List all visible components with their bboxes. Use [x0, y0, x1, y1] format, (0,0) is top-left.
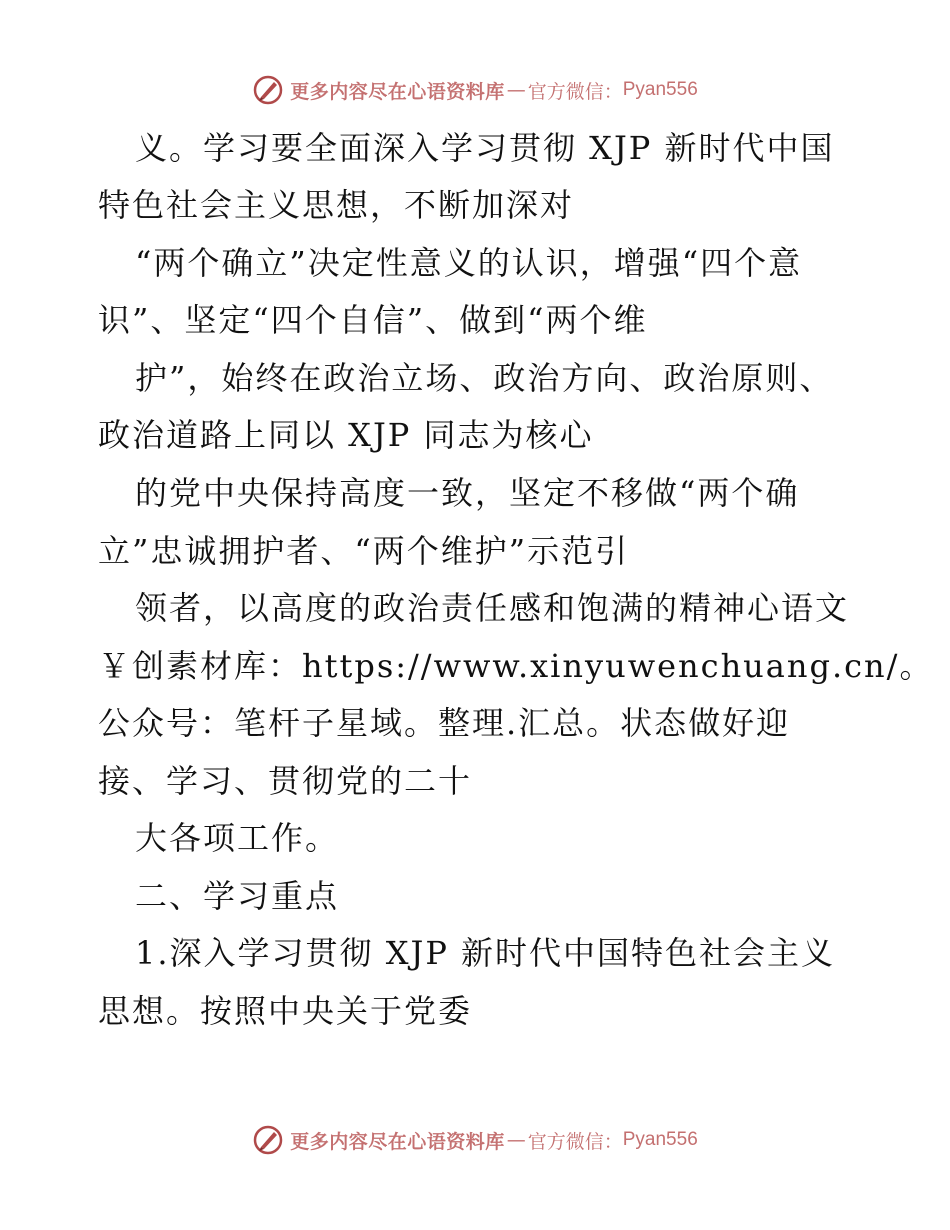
watermark-site-name: 更多内容尽在心语资料库	[290, 80, 505, 103]
text-line: 接、学习、贯彻党的二十	[98, 762, 473, 800]
watermark-wechat-label: 官方微信：	[527, 1130, 623, 1153]
text-line: 1.深入学习贯彻 XJP 新时代中国特色社会主义	[135, 934, 836, 972]
header-watermark	[0, 70, 950, 110]
text-line: 的党中央保持高度一致，坚定不移做“两个确	[135, 474, 800, 512]
footer-watermark	[0, 1120, 950, 1160]
text-line: 识”、坚定“四个自信”、做到“两个维	[98, 301, 648, 339]
watermark-wechat-id: Pyan556	[622, 1129, 698, 1150]
text-line: 义。学习要全面深入学习贯彻 XJP 新时代中国	[135, 129, 835, 167]
text-line: 特色社会主义思想，不断加深对	[98, 186, 575, 224]
text-line: 政治道路上同以 XJP 同志为核心	[98, 416, 594, 454]
text-line: 大各项工作。	[135, 819, 340, 857]
text-line: 公众号：笔杆子星域。整理.汇总。状态做好迎	[98, 704, 791, 742]
watermark-wechat-id: Pyan556	[622, 79, 698, 100]
watermark-separator: —	[506, 1129, 526, 1151]
watermark-separator: —	[506, 79, 526, 101]
text-line: “两个确立”决定性意义的认识，增强“四个意	[135, 244, 803, 282]
pen-logo-icon	[252, 1124, 284, 1156]
section-heading: 二、学习重点	[135, 877, 340, 915]
text-line: 领者，以高度的政治责任感和饱满的精神心语文	[135, 589, 850, 627]
watermark-site-name: 更多内容尽在心语资料库	[290, 1130, 505, 1153]
text-line: 思想。按照中央关于党委	[98, 992, 473, 1030]
text-line: ￥创素材库：https://www.xinyuwenchuang.cn/。	[98, 647, 934, 685]
watermark-wechat-label: 官方微信：	[527, 80, 623, 103]
pen-logo-icon	[252, 74, 284, 106]
text-line: 护”，始终在政治立场、政治方向、政治原则、	[135, 359, 834, 397]
text-line: 立”忠诚拥护者、“两个维护”示范引	[98, 532, 630, 570]
